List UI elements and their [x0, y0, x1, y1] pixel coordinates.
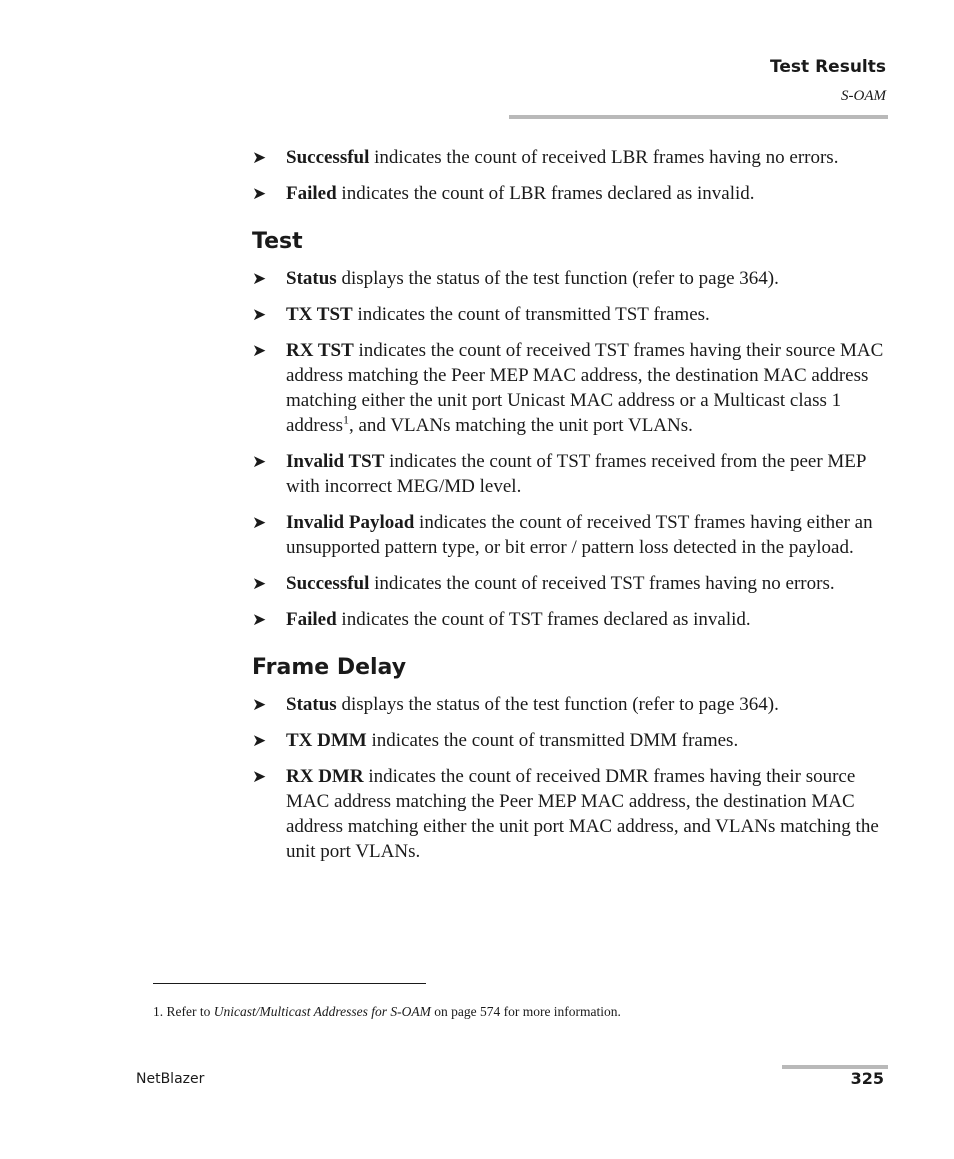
arrow-bullet-icon: ➤ — [252, 148, 267, 168]
item-term: RX DMR — [286, 766, 364, 787]
footnote-separator — [153, 983, 426, 984]
list-item — [252, 764, 892, 864]
item-text: indicates the count of TST frames received from the peer MEP with incorrect MEG/MD level. — [286, 451, 866, 497]
footnote-link[interactable]: Unicast/Multicast Addresses for S-OAM — [213, 1004, 431, 1019]
item-text: indicates the count of transmitted TST frames. — [352, 304, 710, 325]
item-term: Successful — [286, 147, 370, 168]
item-text: indicates the count of received LBR frames having no errors. — [369, 147, 839, 168]
test-list — [252, 266, 892, 632]
item-term: RX TST — [286, 340, 354, 361]
item-text: displays the status of the test function (refer to page 364). — [336, 268, 779, 289]
footer-product-name: NetBlazer — [136, 1071, 205, 1087]
arrow-bullet-icon: ➤ — [252, 610, 267, 630]
arrow-bullet-icon: ➤ — [252, 513, 267, 533]
arrow-bullet-icon: ➤ — [252, 305, 267, 325]
item-term: Invalid Payload — [286, 512, 415, 533]
item-text: displays the status of the test function (refer to page 364). — [336, 694, 779, 715]
section-heading-frame-delay: Frame Delay — [252, 655, 407, 680]
footnote — [153, 1004, 621, 1020]
item-term: Failed — [286, 609, 337, 630]
frame-delay-list — [252, 692, 892, 864]
item-text: indicates the count of received TST frames having either an unsupported pattern type, or bit error / pattern loss detected in the payload. — [286, 512, 873, 558]
item-text: indicates the count of received DMR frames having their source MAC address matching the Peer MEP MAC address, the destination MAC address matching either the unit port MAC address, and VLANs matching the unit port VLANs. — [286, 766, 879, 862]
list-item — [252, 145, 892, 170]
item-term: Status — [286, 268, 337, 289]
arrow-bullet-icon: ➤ — [252, 184, 267, 204]
page-content — [252, 145, 892, 875]
arrow-bullet-icon: ➤ — [252, 574, 267, 594]
list-item — [252, 510, 892, 560]
item-text: indicates the count of transmitted DMM frames. — [366, 730, 739, 751]
list-item — [252, 302, 892, 327]
item-text: indicates the count of TST frames declared as invalid. — [336, 609, 751, 630]
item-term: Status — [286, 694, 337, 715]
footnote-reference[interactable]: 1 — [342, 412, 349, 427]
header-title: Test Results — [770, 57, 886, 77]
page-number: 325 — [850, 1069, 884, 1088]
item-text: indicates the count of received TST frames having their source MAC address matching the Peer MEP MAC address, the destination MAC address matching either the unit port Unicast MAC address or a Multicast class 1 address — [286, 340, 884, 436]
list-item — [252, 728, 892, 753]
item-term: Invalid TST — [286, 451, 385, 472]
footnote-prefix: 1. Refer to — [153, 1004, 214, 1019]
list-item — [252, 571, 892, 596]
item-term: Successful — [286, 573, 370, 594]
list-item — [252, 181, 892, 206]
arrow-bullet-icon: ➤ — [252, 452, 267, 472]
item-text: indicates the count of received TST frames having no errors. — [369, 573, 835, 594]
arrow-bullet-icon: ➤ — [252, 767, 267, 787]
arrow-bullet-icon: ➤ — [252, 731, 267, 751]
item-term: TX DMM — [286, 730, 367, 751]
item-text: indicates the count of LBR frames declared as invalid. — [336, 183, 755, 204]
list-item — [252, 338, 892, 438]
section-heading-test: Test — [252, 229, 303, 254]
header-subtitle: S-OAM — [841, 88, 886, 104]
list-item — [252, 692, 892, 717]
arrow-bullet-icon: ➤ — [252, 341, 267, 361]
list-item — [252, 607, 892, 632]
arrow-bullet-icon: ➤ — [252, 695, 267, 715]
item-term: Failed — [286, 183, 337, 204]
item-text-continued: , and VLANs matching the unit port VLANs. — [348, 415, 693, 436]
header-rule — [509, 115, 888, 119]
item-term: TX TST — [286, 304, 353, 325]
intro-list — [252, 145, 892, 206]
footnote-suffix: on page 574 for more information. — [430, 1004, 621, 1019]
list-item — [252, 449, 892, 499]
arrow-bullet-icon: ➤ — [252, 269, 267, 289]
list-item — [252, 266, 892, 291]
